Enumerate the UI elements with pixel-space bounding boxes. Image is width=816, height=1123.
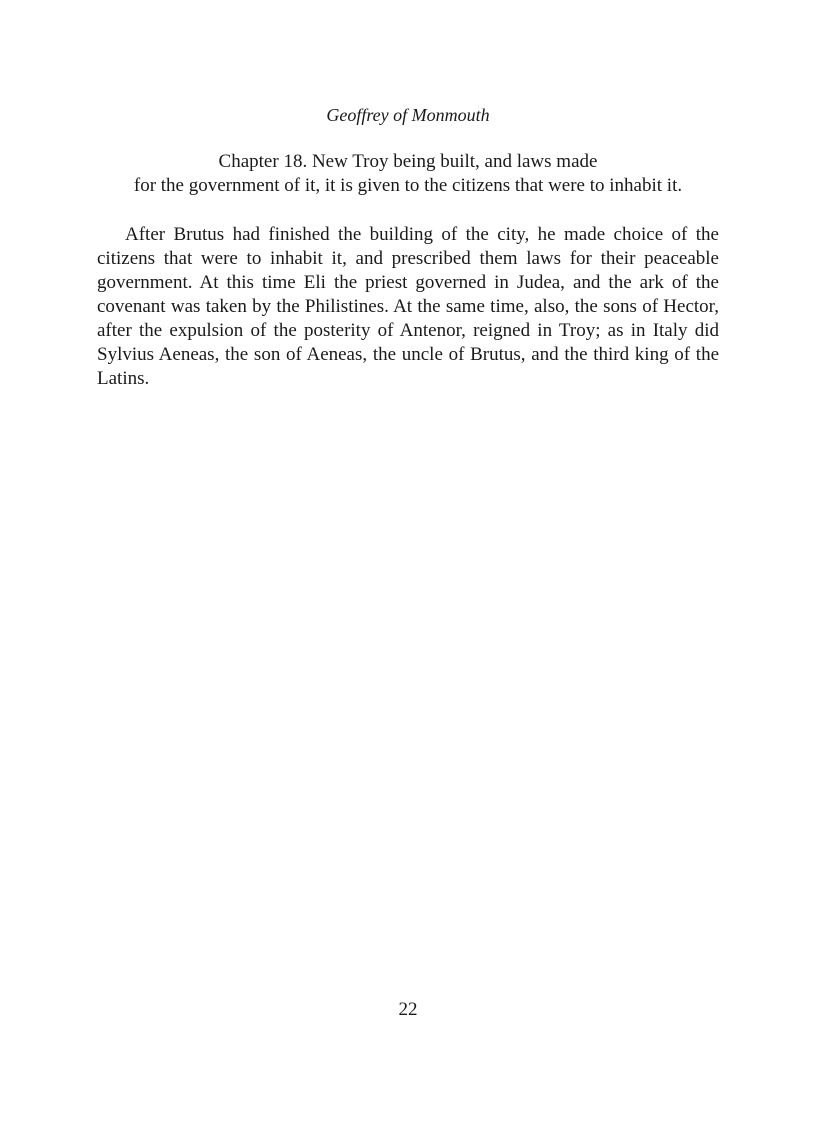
running-header: Geoffrey of Monmouth — [326, 105, 490, 125]
chapter-heading-line-1: Chapter 18. New Troy being built, and laws made — [218, 151, 598, 172]
body-paragraph: After Brutus had finished the building of the city, he made choice of the citizens that were to inhabit it, and prescribed them laws for their peaceable government. At this time Eli the priest governed in Judea, and the ark of the covenant was taken by the Philistines. At the same time, also, the sons of Hector, after the expulsion of the posterity of Antenor, reigned in Troy; as in Italy did Sylvius Aeneas, the son of Aeneas, the uncle of Brutus, and the third king of the Latins. — [97, 224, 719, 389]
page-number: 22 — [398, 999, 418, 1020]
chapter-heading — [60, 150, 756, 198]
chapter-heading-line-2: for the government of it, it is given to the citizens that were to inhabit it. — [133, 175, 683, 196]
